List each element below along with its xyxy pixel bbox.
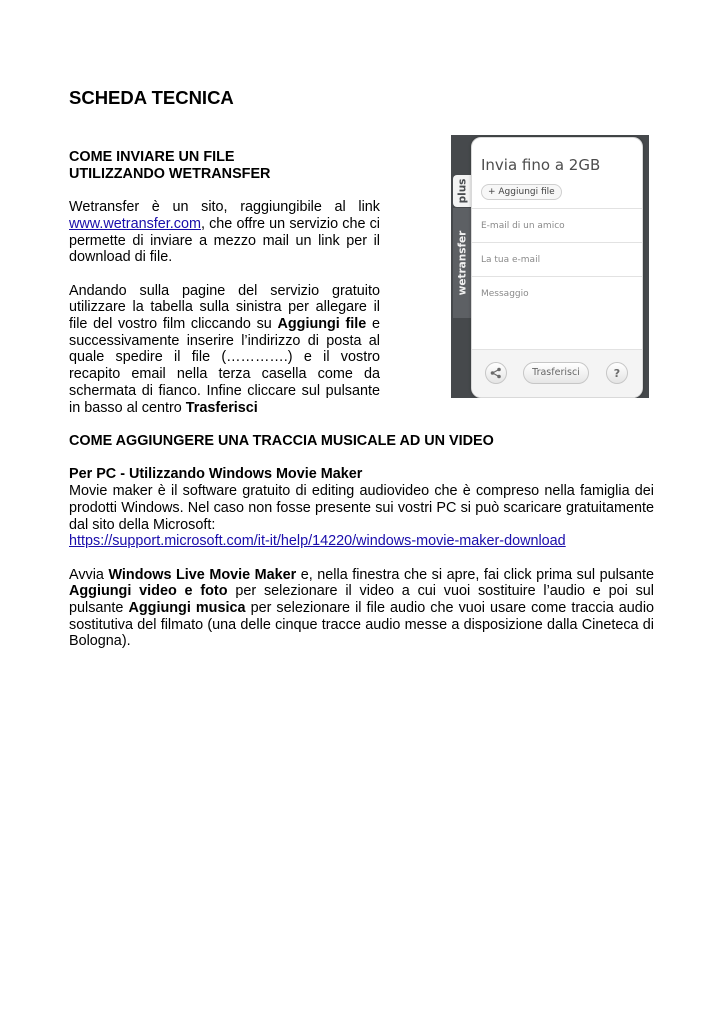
page-title: SCHEDA TECNICA <box>69 87 234 108</box>
wetransfer-link[interactable]: www.wetransfer.com <box>69 215 201 232</box>
your-email-field[interactable] <box>472 242 642 277</box>
friend-email-field[interactable] <box>472 208 642 243</box>
wetransfer-screenshot <box>451 135 649 398</box>
upload-card <box>471 137 643 398</box>
bold-aggiungi-musica: Aggiungi musica <box>128 600 246 616</box>
help-button[interactable]: ? <box>606 362 628 384</box>
tab-wetransfer[interactable] <box>453 208 471 318</box>
tab-wetransfer-label: wetransfer <box>456 230 469 296</box>
intro-text-end: , che offre un servizio che ci permette di inviare a mezzo mail un link per il download di file. <box>69 215 380 266</box>
subheading: Per PC - Utilizzando Windows Movie Maker <box>69 466 363 483</box>
friend-email-placeholder: E-mail di un amico <box>481 221 565 231</box>
bold-trasferisci: Trasferisci <box>185 399 258 416</box>
section-heading-line1: COME INVIARE UN FILE <box>69 149 235 165</box>
share-button[interactable] <box>485 362 507 384</box>
section-heading-line2: UTILIZZANDO WETRANSFER <box>69 165 271 182</box>
section-movie-maker <box>69 433 654 650</box>
steps-text-2: e, nella finestra che si apre, fai click prima sul pulsante <box>296 566 654 583</box>
section-wetransfer <box>69 149 380 416</box>
card-heading: Invia fino a 2GB <box>481 156 601 174</box>
message-placeholder: Messaggio <box>481 289 529 299</box>
bold-aggiungi-video-e-foto: Aggiungi video e foto <box>69 583 228 600</box>
transfer-button[interactable]: Trasferisci <box>523 362 589 384</box>
card-footer <box>472 350 642 397</box>
paragraph-steps <box>69 567 654 651</box>
your-email-placeholder: La tua e-mail <box>481 255 541 265</box>
add-file-button[interactable]: + Aggiungi file <box>481 184 562 200</box>
paragraph-intro <box>69 199 380 266</box>
intro-text: Wetransfer è un sito, raggiungibile al link <box>69 199 380 216</box>
tab-plus[interactable] <box>453 175 471 207</box>
steps-text-3: per selezionare il video a cui vuoi sostituire l’audio e poi sul pulsante <box>69 583 655 616</box>
steps-text: Avvia <box>69 566 109 583</box>
tab-plus-label: plus <box>456 178 468 204</box>
steps-text-4: per selezionare il file audio che vuoi usare come traccia audio sostitutiva del filmato (una delle cinque tracce audio messe a disposizione dalla Cineteca di Bologna). <box>69 600 655 650</box>
bold-windows-live-movie-maker: Windows Live Movie Maker <box>108 566 297 583</box>
paragraph-movie-maker: Movie maker è il software gratuito di editing audiovideo che è compreso nella famiglia dei prodotti Windows. Nel caso non fosse presente sui vostri PC si può scaricare gratuitamente dal sito della Microsoft: <box>69 483 654 533</box>
share-icon <box>490 367 502 379</box>
paragraph-instructions <box>69 283 380 417</box>
message-field[interactable] <box>472 276 642 350</box>
instructions-text: Andando sulla pagine del servizio gratuito utilizzare la tabella sulla sinistra per allegare il file del vostro film cliccando su <box>69 282 380 332</box>
section-heading: COME AGGIUNGERE UNA TRACCIA MUSICALE AD UN VIDEO <box>69 433 494 449</box>
bold-aggiungi-file: Aggiungi file <box>277 316 367 332</box>
instructions-text-2: e successivamente inserire l’indirizzo di posta al quale spedire il file (………….) e il vostro recapito email nella terza casella come da schermata di fianco. Infine cliccare sul pulsante in basso al centro <box>69 316 380 416</box>
microsoft-download-link[interactable]: https://support.microsoft.com/it-it/help/14220/windows-movie-maker-download <box>69 533 566 550</box>
